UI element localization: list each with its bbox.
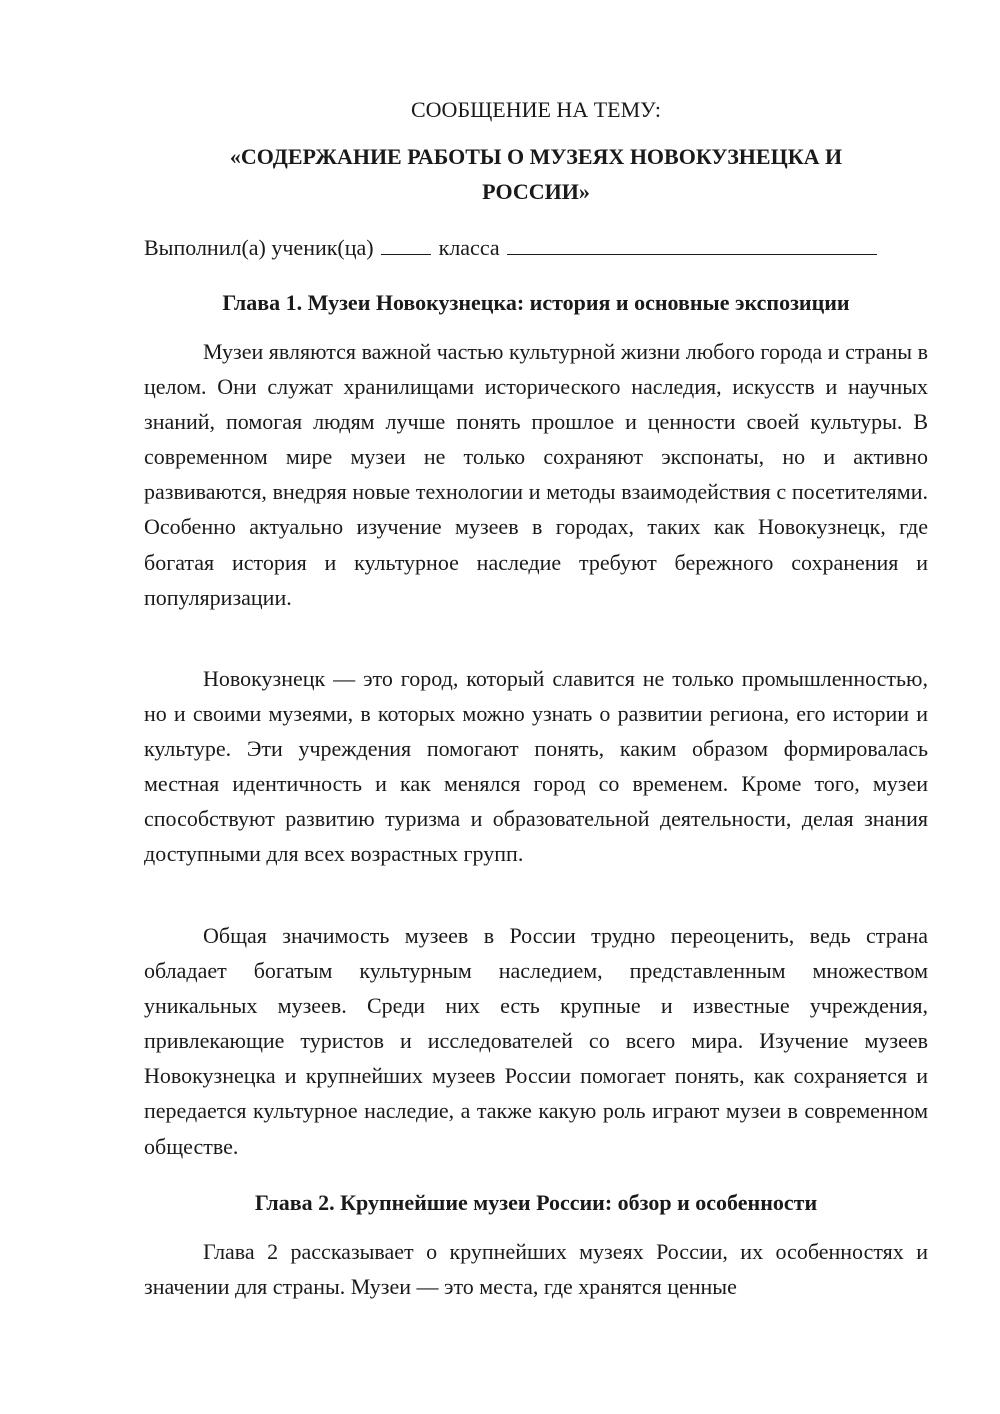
class-number-blank: [381, 232, 431, 255]
chapter-2-heading: Глава 2. Крупнейшие музеи России: обзор и особенности: [254, 1190, 818, 1215]
title-line-3: РОССИИ»: [482, 179, 590, 204]
paragraph: Глава 2 рассказывает о крупнейших музеях России, их особенностях и значении для страны. Музеи — это места, где хранятся ценные: [144, 1239, 928, 1300]
class-label: класса: [438, 235, 500, 260]
paragraph: Новокузнецк — это город, который славится не только промышленностью, но и своими музеями, в которых можно узнать о развитии региона, его истории и культуре. Эти учреждения помогают понять, каким образом формировалась местная идентичность и как менялся город со временем. Кроме того, музеи способствуют развитию туризма и образовательной деятельности, делая знания доступными для всех возрастных групп.: [144, 666, 928, 867]
student-label: Выполнил(а) ученик(ца): [144, 235, 374, 260]
title-line-2: «СОДЕРЖАНИЕ РАБОТЫ О МУЗЕЯХ НОВОКУЗНЕЦКА И: [229, 144, 843, 169]
signature-line: [144, 232, 928, 262]
paragraph: Музеи являются важной частью культурной жизни любого города и страны в целом. Они служат хранилищами исторического наследия, искусств и научных знаний, помогая людям лучше понять прошлое и ценности своей культуры. В современном мире музеи не только сохраняют экспонаты, но и активно развиваются, внедряя новые технологии и методы взаимодействия с посетителями. Особенно актуально изучение музеев в городах, таких как Новокузнецк, где богатая история и культурное наследие требуют бережного сохранения и популяризации.: [144, 339, 928, 610]
chapter-1-heading: Глава 1. Музеи Новокузнецка: история и основные экспозиции: [222, 290, 850, 315]
title-line-1: СООБЩЕНИЕ НА ТЕМУ:: [411, 97, 661, 122]
student-name-blank: [507, 232, 877, 255]
paragraph: Общая значимость музеев в России трудно переоценить, ведь страна обладает богатым культурным наследием, представленным множеством уникальных музеев. Среди них есть крупные и известные учреждения, привлекающие туристов и исследователей со всего мира. Изучение музеев Новокузнецка и крупнейших музеев России помогает понять, как сохраняется и передается культурное наследие, а также какую роль играют музеи в современном обществе.: [144, 923, 928, 1159]
